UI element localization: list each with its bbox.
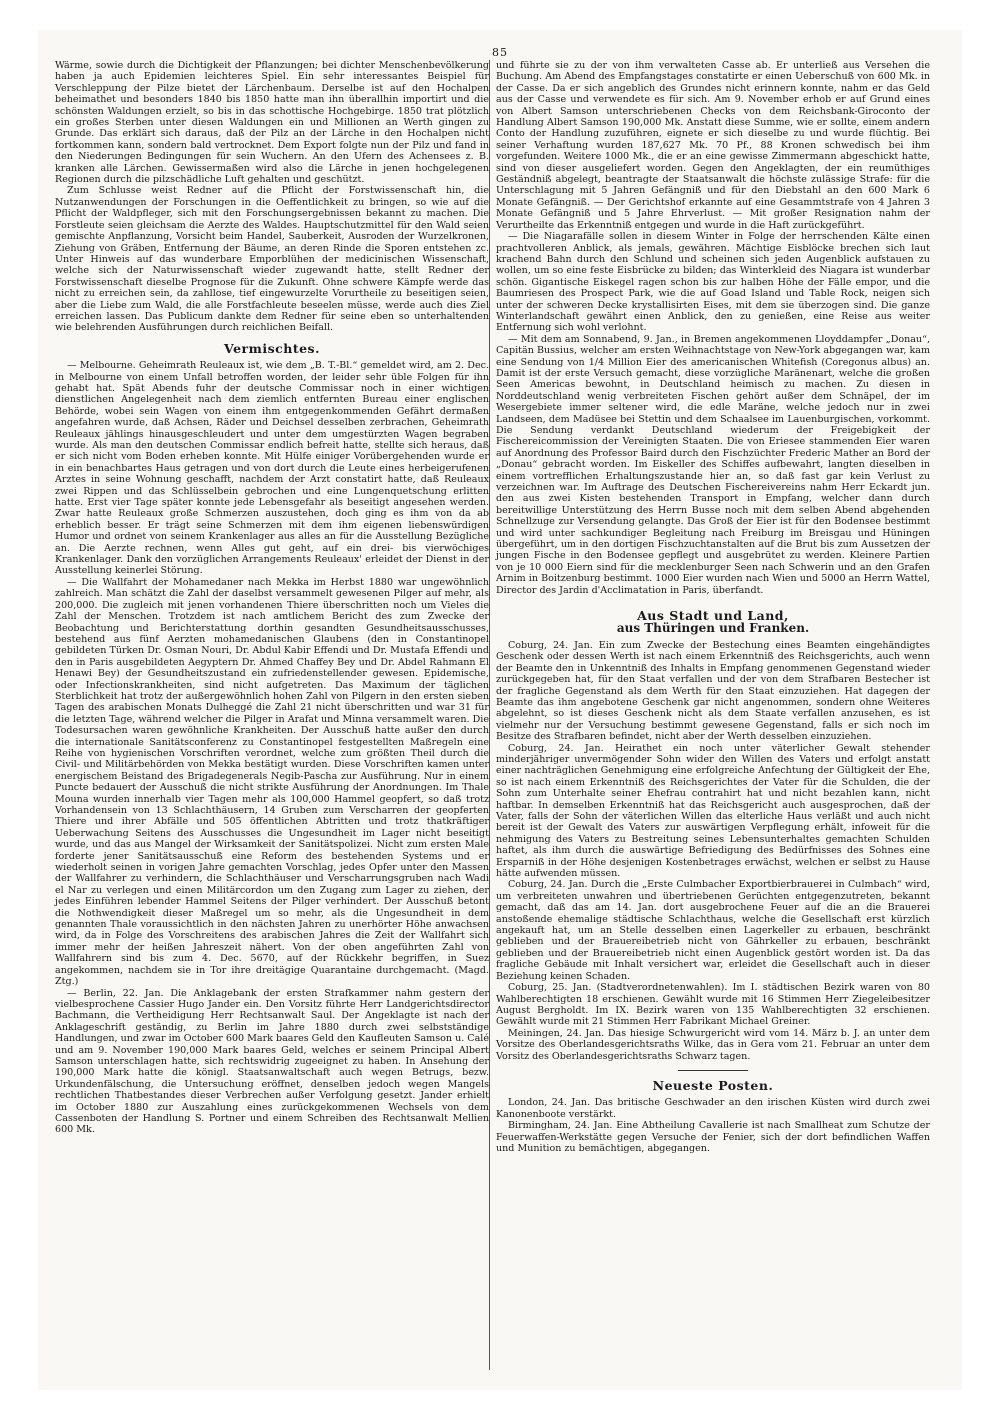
article-forestry-conclusion: Zum Schlusse weist Redner auf die Pflicht der Forstwissenschaft hin, die Nutzanwendungen der Forschungen in die Oeffentlichkeit zu bringen, so wie auf die Pflicht der Waldpfleger, sich mit den Forschungsergebnissen bekannt zu machen. Die Forstleute seien gleichsam die Aerzte des Waldes. Hauptschutzmittel für den Wald seien gemischte Anpflanzung, Vorsicht beim Handel, Sauberkeit, Ausroden der Wurzelkronen, Ziehung von Gräben, Entfernung der Bäume, an deren Rinde die Sporen entstehen zc. Unter Hinweis auf das wunderbare Emporblühen der medicinischen Wissenschaft, welche sich der Naturwissenschaft wieder zugewandt hatte, stellt Redner der Forstwissenschaft dieselbe Prognose für die Zukunft. Ohne schwere Kämpfe werde das nicht zu erreichen sein, da zahllose, tief eingewurzelte Vorurtheile zu beseitigen seien, aber die Liebe zum Wald, die alle Forstfachleute beseelen müsse, werde auch dies Ziel erreichen lassen. Das Publicum dankte dem Redner für seine eben so unterhaltenden wie belehrenden Ausführungen durch reichlichen Beifall.: [55, 185, 489, 334]
article-bremen: — Mit dem am Sonnabend, 9. Jan., in Bremen angekommenen Lloyddampfer „Donau“, Capitän Bussius, welcher am ersten Weihnachtstage von New-York abgegangen war, kam eine Sendung von 1/4 Million Eier des americanischen Whitefish (Coregonus albus) an. Damit ist der erste Versuch gemacht, diese vorzügliche Maränenart, welche die großen Seen Americas bewohnt, in Deutschland heimisch zu machen. Zu diesen in Norddeutschland wenig verbreiteten Fischen gehört außer dem Schnäpel, der im Wesergebiete immer seltener wird, die edle Maräne, welche jedoch nur in zwei Landseen, dem Madüsee bei Stettin und dem Schaalsee im Lauenburgischen, vorkommt. Die Sendung verdankt Deutschland wiederum der Freigebigkeit der Fischereicommission der Vereinigten Staaten. Die von Eriesee stammenden Eier waren auf Anordnung des Professor Baird durch den Fischzüchter Frederic Mather an Bord der „Donau“ gebracht worden. Im Eiskeller des Schiffes aufbewahrt, langten dieselben in einem vortrefflichen Erhaltungszustande hier an, so daß fast gar kein Verlust zu verzeichnen war. Im Auftrage des Deutschen Fischereivereins nahm Herr Eckardt jun. den aus zwei Kisten bestehenden Transport in Empfang, welcher dann durch bereitwillige Unterstützung des Herrn Busse noch mit dem selben Abend abgehenden Schnellzuge zur Versendung gelangte. Das Groß der Eier ist für den Bodensee bestimmt und wird unter sachkundiger Begleitung nach Freiburg im Breisgau und Hüningen übergeführt, um in den dortigen Fischzuchtanstalten auf die Brut bis zum Aussetzen der jungen Fische in den Bodensee gepflegt und ausgebrütet zu werden. Kleinere Partien von je 10 000 Eiern sind für die mecklenburger Seen nach Schwerin und an den Grafen Arnim in Boitzenburg bestimmt. 1000 Eier wurden nach Wien und 5000 an Herrn Wattel, Director des Jardin d'Acclimatation in Paris, überfandt.: [496, 333, 930, 596]
section-heading-stadt-land: Aus Stadt und Land,: [637, 608, 789, 624]
left-column: [55, 60, 489, 1136]
article-berlin-continued: und führte sie zu der von ihm verwalteten Casse ab. Er unterließ aus Versehen die Buchung. Am Abend des Empfangstages constatirte er einen Ueberschuß von 600 Mk. in der Casse. Da er sich angeblich des Grundes nicht erinnern konnte, nahm er das Geld aus der Casse und verwendete es für sich. Am 9. November erhob er auf Grund eines von Albert Samson unterschriebenen Checks von dem Reichsbank-Giroconto der Handlung Albert Samson 190,000 Mk. Anstatt diese Summe, wie er sollte, einem andern Conto der Handlung zuzuführen, eignete er sich dieselbe zu und wurde flüchtig. Bei seiner Verhaftung wurden 187,627 Mk. 70 Pf., 88 Kronen schwedisch bei ihm vorgefunden. Weitere 1000 Mk., die er an eine gewisse Zimmermann abgeschickt hatte, sind von dieser ausgeliefert worden. Gegen den Angeklagten, der ein reumüthiges Geständniß abgelegt, beantragte der Staatsanwalt die höchste zulässige Strafe: für die Unterschlagung mit 5 Jahren Gefängniß und für den Diebstahl an den 600 Mark 6 Monate Gefängniß. — Der Gerichtshof erkannte auf eine Gesammtstrafe von 4 Jahren 3 Monate Gefängniß und 5 Jahre Ehrverlust. — Mit großer Resignation nahm der Verurtheilte das Erkenntniß entgegen und wurde in die Haft zurückgeführt.: [496, 60, 930, 231]
section-subheading-thueringen: aus Thüringen und Franken.: [616, 620, 810, 635]
article-coburg-wahlen: Coburg, 25. Jan. (Stadtverordnetenwahlen). Im I. städtischen Bezirk waren von 80 Wahlberechtigten 18 erschienen. Gewählt wurde mit 16 Stimmen Herr Ziegeleibesitzer August Bergholdt. Im IX. Bezirk waren von 135 Wahlberechtigten 32 erschienen. Gewählt wurde mit 21 Stimmen Herr Fabrikant Michael Greiner.: [496, 982, 930, 1028]
separator-rule: [678, 1070, 748, 1071]
column-divider: [489, 60, 490, 1370]
article-forestry-end: Wärme, sowie durch die Dichtigkeit der Pflanzungen; bei dichter Menschenbevölkerung haben ja auch Epidemien leichteres Spiel. Ein sehr interessantes Beispiel für Verschleppung der Pilze bietet der Lärchenbaum. Derselbe ist auf den Hochalpen beheimathet und besonders 1840 bis 1850 hatte man ihn überallhin importirt und die schönsten Waldungen erzielt, so bis in das schottische Hochgebirge. 1850 trat plötzlich ein großes Sterben unter diesen Waldungen ein und Millionen an Werth gingen zu Grunde. Das erklärt sich daraus, daß der Pilz an der Lärche in den Hochalpen nicht fortkommen kann, sondern bald vertrocknet. Dem Export folgte nun der Pilz und fand in den Niederungen Bedingungen für sein Wuchern. An den Ufern des Achensees z. B. kranken alle Lärchen. Gewissermaßen wird also die Lärche in jenen hochgelegenen Regionen durch die pilzschädliche Luft gehalten und geschützt.: [55, 60, 489, 186]
section-heading-posten: Neueste Posten.: [652, 1077, 774, 1093]
article-birmingham: Birmingham, 24. Jan. Eine Abtheilung Cavallerie ist nach Smallheat zum Schutze der Feuerwaffen-Werkstätte gegen Versuche der Fenier, sich der dort befindlichen Waffen und Munition zu bemächtigen, abgegangen.: [496, 1120, 930, 1154]
page-number: 85: [492, 46, 508, 59]
article-coburg-bestechung: Coburg, 24. Jan. Ein zum Zwecke der Bestechung eines Beamten eingehändigtes Geschenk oder dessen Werth ist nach einem Erkenntniß des Reichsgerichts, auch wenn der Beamte den in Unkenntniß des Inhalts in Empfang genommenen Gegenstand wieder zurückgegeben hat, für den Staat verfallen und der von dem Strafbaren Bestecher ist der fragliche Gegenstand als dem Werth für den Staat einzuziehen. Hat dagegen der Beamte das ihm angebotene Geschenk gar nicht angenommen, sondern ohne Weiteres abgelehnt, so ist dieses Geschenk nicht als dem Staate verfallen anzusehen, es ist vielmehr nur der Versuchung bestimmt gewesene Gegenstand, falls er sich noch im Besitze des Strafbaren befindet, nicht aber der Werth desselben einzuziehen.: [496, 639, 930, 743]
right-column: [496, 60, 930, 1154]
article-london: London, 24. Jan. Das britische Geschwader an den irischen Küsten wird durch zwei Kanonenboote verstärkt.: [496, 1097, 930, 1120]
article-melbourne: — Melbourne. Geheimrath Reuleaux ist, wie dem „B. T.-Bl.“ gemeldet wird, am 2. Dec. in Melbourne von einem Unfall betroffen worden, der leider sehr üble Folgen für ihn gehabt hat. Spät Abends fuhr der deutsche Commissar noch in einer wichtigen dienstlichen Angelegenheit nach dem ziemlich entfernten Bureau einer englischen Behörde, wobei sein Wagen von einem ihm entgegenkommenden Gefährt dermaßen angefahren wurde, daß Achsen, Räder und Deichsel desselben zerbrachen, Geheimrath Reuleaux jählings hinausgeschleudert und unter dem umgestürzten Wagen begraben wurde. Als man den deutschen Commissar endlich befreit hatte, stellte sich heraus, daß er sich nicht vom Boden erheben konnte. Mit Hülfe einiger Vorübergehenden wurde er in ein benachbartes Haus getragen und von dort durch die Leute eines herbeigerufenen Arztes in seine Wohnung geschafft, nachdem der Arzt constatirt hatte, daß Reuleaux zwei Rippen und das Schlüsselbein gebrochen und eine Lungenquetschung erlitten hatte. Erst vier Tage später konnte jede Lebensgefahr als beseitigt angesehen werden. Zwar hatte Reuleaux große Schmerzen auszustehen, doch ging es ihm von da ab erheblich besser. Er trägt seine Schmerzen mit dem ihm eigenen liebenswürdigen Humor und ordnet von seinem Krankenlager aus alles an für die Ausstellung Bezügliche an. Die Aerzte rechnen, wenn Alles gut geht, auf ein drei- bis vierwöchiges Krankenlager. Dank den vorzüglichen Arrangements Reuleaux' erleidet der Dienst in der Ausstellung keinerlei Störung.: [55, 360, 489, 577]
article-mekka: — Die Wallfahrt der Mohamedaner nach Mekka im Herbst 1880 war ungewöhnlich zahlreich. Man schätzt die Zahl der daselbst versammelt gewesenen Pilger auf mehr, als 200,000. Die zugleich mit jenen vorhandenen Thiere überschritten noch um Vieles die Zahl der Menschen. Trotzdem ist nach amtlichem Bericht des zum Zwecke der Beobachtung und Berichterstattung dorthin gesandten Gesundheitsausschusses, bestehend aus fünf Aerzten mohamedanischen Glaubens (den in Constantinopel gebildeten Türken Dr. Osman Nouri, Dr. Abdul Kabir Effendi und Dr. Mustafa Effendi und den in Paris ausgebildeten Aegyptern Dr. Ahmed Chaffey Bey und Dr. Abdel Rahmann El Henawi Bey) der Gesundheitszustand ein zufriedenstellender gewesen. Epidemische, oder Infectionskrankheiten, sind nicht aufgetreten. Das Maximum der täglichen Sterblichkeit hat trotz der außergewöhnlich hohen Zahl von Pilgern in den ersten sieben Tagen des arabischen Monats Dulheggé die Zahl 21 nicht überschritten und war 31 für die letzten Tage, während welcher die Pilger in Arafat und Minna versammelt waren. Die Todesursachen waren gewöhnliche Krankheiten. Der Ausschuß hatte außer den durch die internationale Sanitätsconferenz zu Constantinopel festgestellten Maßregeln eine Reihe von hygienischen Vorschriften verordnet, welche zum größten Theil durch die Civil- und Militärbehörden von Mekka bestätigt wurden. Diese Vorschriften kamen unter energischem Beistand des Brigadegenerals Negib-Pascha zur Ausführung. Nur in einem Puncte bedauert der Ausschuß die nicht strikte Ausführung der Anordnungen. Im Thale Mouna wurden innerhalb vier Tagen mehr als 100,000 Hammel geopfert, so daß trotz Vorhandensein von 13 Schlachthäusern, 14 Gruben zum Verscharren der geopferten Thiere und ihrer Abfälle und 505 öffentlichen Abtritten und trotz thatkräftiger Ueberwachung Seitens des Ausschusses die Ungesundheit im Lager nicht beseitigt wurde, und das aus Mangel der Wirksamkeit der Sanitätspolizei. Nicht zum ersten Male forderte jener Sanitätsausschuß eine Reform des bestehenden Systems und er wiederholt seinen in vorigen Jahre gemachten Vorschlag, jedes Opfer unter den Massen der Wallfahrer zu verhindern, die Schlachthäuser und Verscharrungsgruben nach Wadi el Nar zu verlegen und einen Militärcordon um den Zugang zum Lager zu ziehen, der jedes Einführen lebender Hammel Seitens der Pilger verhindert. Der Ausschuß betont die Nothwendigkeit dieser Maßregel um so mehr, als die Ungesundheit in dem genannten Thale voraussichtlich in den nächsten Jahren zu unerhörter Höhe anwachsen wird, da in Folge des Vorschreitens des arabischen Jahres die Zeit der Wallfahrt sich immer mehr der heißen Jahreszeit nähert. Von der oben angeführten Zahl von Wallfahrern sind bis zum 4. Dec. 5670, auf der Rückkehr begriffen, in Suez angekommen, nachdem sie in Tor ihre dreitägige Quarantaine durchgemacht. (Magd. Ztg.): [55, 576, 489, 988]
article-coburg-brauerei: Coburg, 24. Jan. Durch die „Erste Culmbacher Exportbierbrauerei in Culmbach“ wird, um verbreiteten unwahren und übertriebenen Gerüchten entgegenzutreten, bekannt gemacht, daß das am 14. Jan. dort ausgebrochene Feuer auf die an die Brauerei anstoßende ehemalige städtische Schlachthaus, welche die Gesellschaft erst kürzlich angekauft hat, um an Stelle desselben einen Lagerkeller zu erbauen, beschränkt geblieben und der Brauereibetrieb nicht von Gährkeller zu erbauen, beschränkt geblieben und der Brauereibetrieb nicht einen Augenblick gestört worden ist. Da das fragliche Gebäude mit Inhalt versichert war, erleidet die Gesellschaft auch in dieser Beziehung keinen Schaden.: [496, 879, 930, 982]
article-meiningen: Meiningen, 24. Jan. Das hiesige Schwurgericht wird vom 14. März b. J. an unter dem Vorsitze des Oberlandesgerichtsraths Wilke, das in Gera vom 21. Februar an unter dem Vorsitz des Oberlandesgerichtsraths Schwarz tagen.: [496, 1027, 930, 1062]
article-berlin: — Berlin, 22. Jan. Die Anklagebank der ersten Strafkammer nahm gestern der vielbesprochene Cassier Hugo Jander ein. Den Vorsitz führte Herr Landgerichtsdirector Bachmann, die Vertheidigung Herr Rechtsanwalt Saul. Der Angeklagte ist nach der Anklageschrift geständig, zu Berlin im Jahre 1880 durch zwei selbstständige Handlungen, und zwar im October 600 Mark baares Geld den Kaufleuten Samson u. Calé und am 9. November 190,000 Mark baares Geld, welches er seinem Principal Albert Samson unterschlagen hatte, sich rechtswidrig zugeeignet zu haben. In Ansehung der 190,000 Mark hatte die königl. Staatsanwaltschaft auch wegen Betrugs, bezw. Urkundenfälschung, die Untersuchung eröffnet, denselben jedoch wegen Mangels rechtlichen Thatbestandes dieser Verbrechen außer Verfolgung gesetzt. Jander erhielt im October 1880 zur Auszahlung eines zurückgekommenen Wechsels von dem Cassenboten der Handlung S. Portner und einem Schreiben des Rechtsanwalt Mellien 600 Mk.: [55, 987, 489, 1136]
article-coburg-heirat: Coburg, 24. Jan. Heirathet ein noch unter väterlicher Gewalt stehender minderjähriger unvermögender Sohn wider den Willen des Vaters und erfolgt anstatt einer nachträglichen Genehmigung eine erfolgreiche Anfechtung der Gültigkeit der Ehe, so ist nach einem Erkenntniß des Reichsgerichtes der Vater für die Schulden, die der Sohn zum Unterhalte seiner Ehefrau contrahirt hat und nicht bezahlen kann, nicht haftbar. In demselben Erkenntniß hat das Reichsgericht auch ausgesprochen, daß der Vater, falls der Sohn der väterlichen Willen das elterliche Haus verläßt und auch nicht bereit ist der Gewalt des Vaters zur auswärtigen Verpflegung erhält, infoweit für die nehmigung des Vaters zu Bestreitung seines Lebensunterhaltes gemachten Schulden haftet, als ihm durch die auswärtige Befriedigung des Bedürfnisses des Sohnes eine Ersparniß in der Höhe desjenigen Kostenbetrages erwächst, welchen er selbst zu Hause hätte aufwenden müssen.: [496, 742, 930, 880]
section-heading-vermischtes: Vermischtes.: [224, 340, 320, 356]
article-niagara: — Die Niagarafälle sollen in diesem Winter in Folge der herrschenden Kälte einen prachtvolleren Anblick, als jemals, gewähren. Mächtige Eisblöcke brechen sich laut krachend Bahn durch den Schlund und scheinen sich jeden Augenblick aufstauen zu wollen, um so eine feste Eisbrücke zu bilden; das Winterkleid des Niagara ist wunderbar schön. Gigantische Eiskegel ragen schon bis zur halben Höhe der Fälle empor, und die Baumriesen des Prospect Park, wie die auf Goad Island und Table Rock, neigen sich unter der schweren Decke krystallisirten Eises, mit dem sie überzogen sind. Die ganze Winterlandschaft gewährt einen Anblick, den zu genießen, eine Reise aus weiter Entfernung sich wohl verlohnt.: [496, 231, 930, 334]
